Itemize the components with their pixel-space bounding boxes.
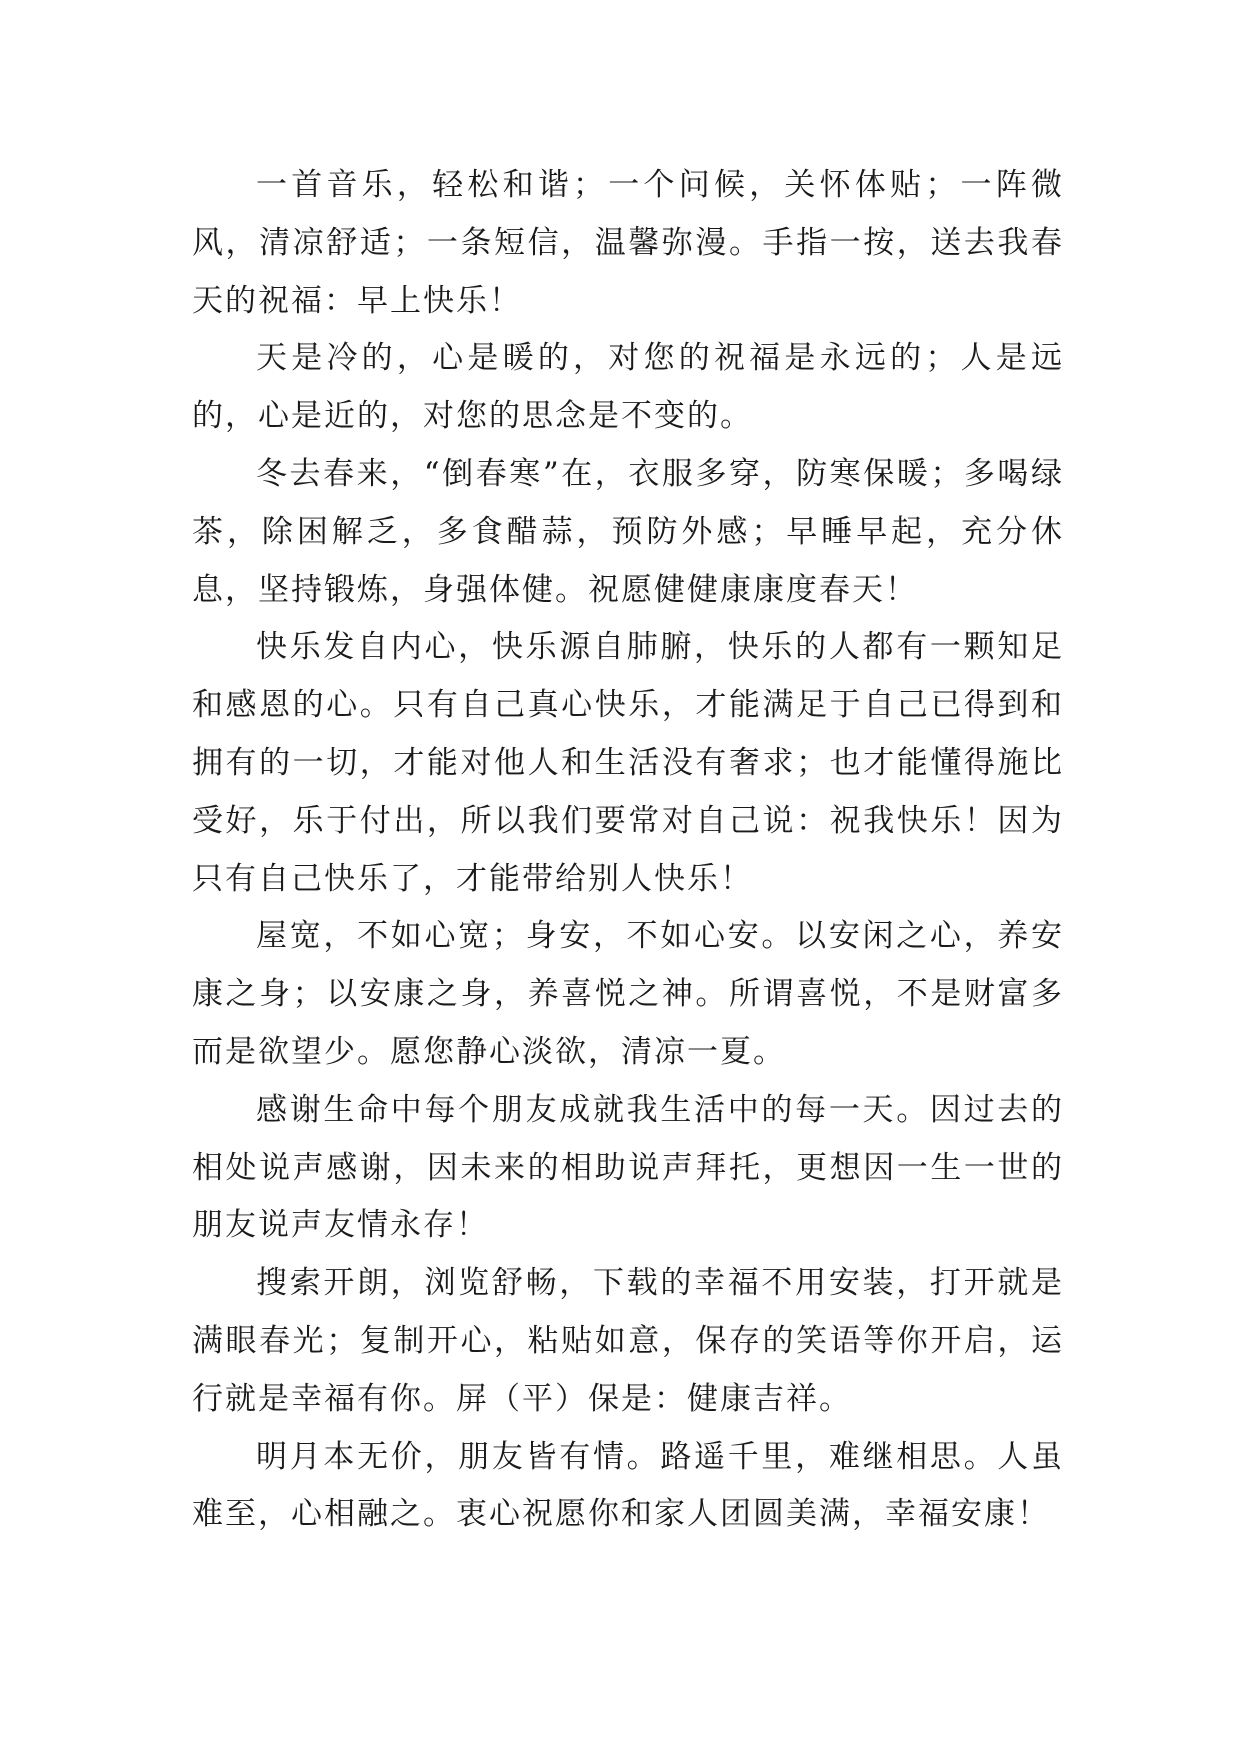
paragraph-4: 快乐发自内心，快乐源自肺腑，快乐的人都有一颗知足和感恩的心。只有自己真心快乐，才能满足于自己已得到和拥有的一切，才能对他人和生活没有奢求；也才能懂得施比受好，乐于付出，所以我们要常对自己说：祝我快乐！因为只有自己快乐了，才能带给别人快乐！ [192,629,1064,897]
document-body [192,157,1064,1544]
paragraph-8: 明月本无价，朋友皆有情。路遥千里，难继相思。人虽难至，心相融之。衷心祝愿你和家人团圆美满，幸福安康！ [192,1438,1064,1533]
paragraph-3: 冬去春来，“倒春寒”在，衣服多穿，防寒保暖；多喝绿茶，除困解乏，多食醋蒜，预防外感；早睡早起，充分休息，坚持锻炼，身强体健。祝愿健健康康度春天！ [192,455,1064,608]
paragraph-5: 屋宽，不如心宽；身安，不如心安。以安闲之心，养安康之身；以安康之身，养喜悦之神。所谓喜悦，不是财富多而是欲望少。愿您静心淡欲，清凉一夏。 [192,918,1064,1070]
paragraph-7: 搜索开朗，浏览舒畅，下载的幸福不用安装，打开就是满眼春光；复制开心，粘贴如意，保存的笑语等你开启，运行就是幸福有你。屏（平）保是：健康吉祥。 [192,1265,1064,1417]
paragraph-6: 感谢生命中每个朋友成就我生活中的每一天。因过去的相处说声感谢，因未来的相助说声拜托，更想因一生一世的朋友说声友情永存！ [192,1091,1064,1244]
paragraph-2: 天是冷的，心是暖的，对您的祝福是永远的；人是远的，心是近的，对您的思念是不变的。 [192,340,1064,435]
paragraph-1: 一首音乐，轻松和谐；一个问候，关怀体贴；一阵微风，清凉舒适；一条短信，温馨弥漫。手指一按，送去我春天的祝福：早上快乐！ [192,167,1064,319]
